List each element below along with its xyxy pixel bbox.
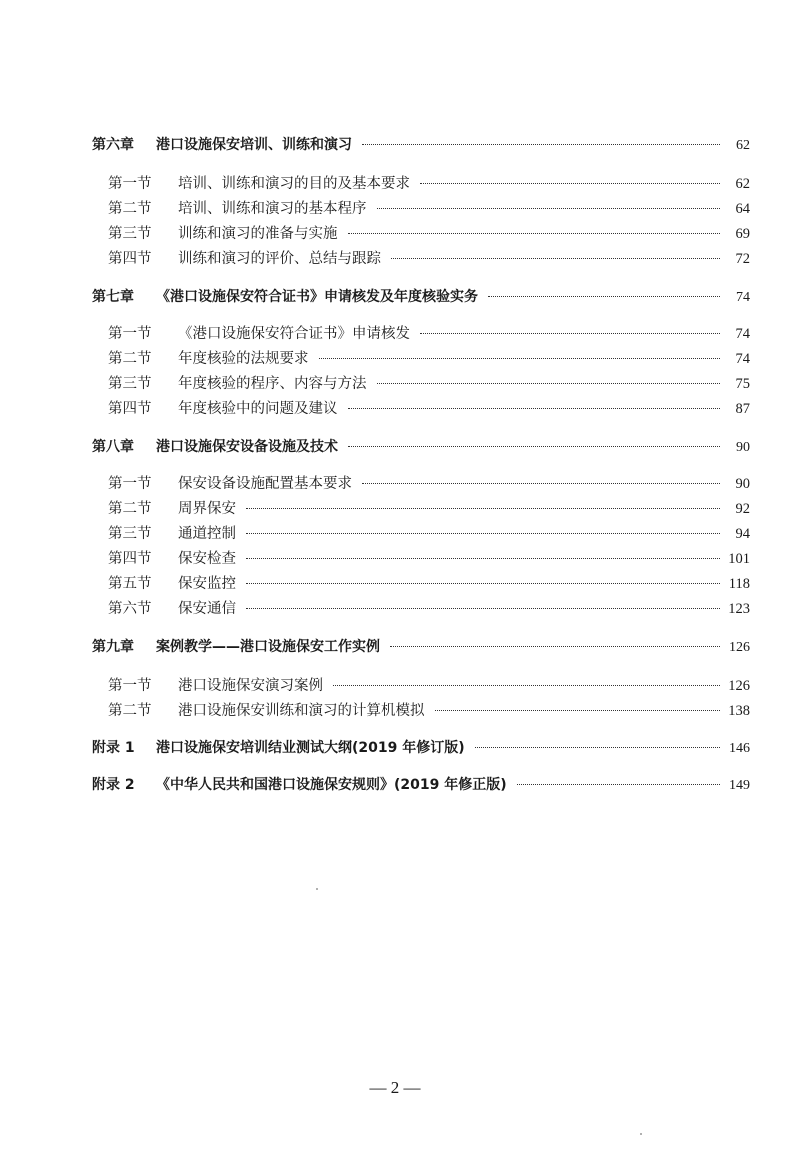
dot-leader bbox=[348, 408, 721, 409]
toc-section-row bbox=[108, 699, 750, 720]
dot-leader bbox=[420, 333, 720, 334]
toc-title: 培训、训练和演习的目的及基本要求 bbox=[178, 176, 410, 192]
toc-page-number: 146 bbox=[729, 741, 750, 756]
dot-leader bbox=[475, 747, 720, 748]
dot-leader bbox=[377, 208, 721, 209]
toc-section-row bbox=[108, 522, 750, 543]
toc-label: 第一节 bbox=[108, 678, 152, 694]
toc-title: 港口设施保安训练和演习的计算机模拟 bbox=[178, 703, 425, 719]
dot-leader bbox=[319, 358, 721, 359]
dot-leader bbox=[333, 685, 720, 686]
dot-leader bbox=[246, 533, 720, 534]
dot-leader bbox=[246, 558, 720, 559]
toc-title: 训练和演习的评价、总结与跟踪 bbox=[178, 251, 381, 267]
toc-label: 第二节 bbox=[108, 703, 152, 719]
toc-page-number: 74 bbox=[735, 326, 750, 342]
toc-section-row bbox=[108, 472, 750, 493]
toc-title: 保安检查 bbox=[178, 551, 236, 567]
toc-label: 第一节 bbox=[108, 476, 152, 492]
toc-title: 港口设施保安培训、训练和演习 bbox=[156, 137, 352, 153]
toc-section-row bbox=[108, 322, 750, 343]
toc-title: 培训、训练和演习的基本程序 bbox=[178, 201, 367, 217]
toc-page-number: 126 bbox=[728, 678, 750, 694]
toc-chapter-row bbox=[92, 134, 750, 154]
toc-section-row bbox=[108, 222, 750, 243]
toc-section-row bbox=[108, 172, 750, 193]
toc-label: 第四节 bbox=[108, 251, 152, 267]
toc-section-row bbox=[108, 547, 750, 568]
toc-section-row bbox=[108, 347, 750, 368]
scan-speck bbox=[640, 1133, 642, 1135]
toc-page-number: 126 bbox=[729, 640, 750, 655]
toc-title: 《港口设施保安符合证书》申请核发及年度核验实务 bbox=[156, 289, 478, 305]
toc-appendix-row bbox=[92, 774, 750, 794]
toc-section-row bbox=[108, 247, 750, 268]
dot-leader bbox=[435, 710, 721, 711]
toc-label: 第八章 bbox=[92, 439, 134, 455]
toc-page-number: 64 bbox=[735, 201, 750, 217]
toc-page-number: 118 bbox=[728, 576, 750, 592]
dot-leader bbox=[246, 508, 720, 509]
toc-page-number: 74 bbox=[736, 290, 750, 305]
dot-leader bbox=[362, 144, 720, 145]
dot-leader bbox=[246, 583, 720, 584]
toc-label: 第五节 bbox=[108, 576, 152, 592]
toc-label: 第六章 bbox=[92, 137, 134, 153]
toc-page-number: 74 bbox=[735, 351, 750, 367]
toc-page-number: 138 bbox=[728, 703, 750, 719]
dot-leader bbox=[391, 258, 720, 259]
toc-section-row bbox=[108, 397, 750, 418]
toc-page-number: 87 bbox=[735, 401, 750, 417]
dot-leader bbox=[348, 233, 721, 234]
toc-section-row bbox=[108, 372, 750, 393]
toc-label: 第二节 bbox=[108, 501, 152, 517]
dot-leader bbox=[348, 446, 720, 447]
toc-title: 案例教学——港口设施保安工作实例 bbox=[156, 639, 380, 655]
toc-page-number: 90 bbox=[736, 440, 750, 455]
toc-label: 第四节 bbox=[108, 551, 152, 567]
toc-section-row bbox=[108, 572, 750, 593]
toc-title: 保安通信 bbox=[178, 601, 236, 617]
toc-label: 第七章 bbox=[92, 289, 134, 305]
toc-page-number: 62 bbox=[736, 138, 750, 153]
toc-title: 年度核验的程序、内容与方法 bbox=[178, 376, 367, 392]
toc-chapter-row bbox=[92, 636, 750, 656]
toc-title: 港口设施保安演习案例 bbox=[178, 678, 323, 694]
toc-page-number: 62 bbox=[735, 176, 750, 192]
dot-leader bbox=[362, 483, 720, 484]
toc-title: 年度核验的法规要求 bbox=[178, 351, 309, 367]
toc-page-number: 75 bbox=[735, 376, 750, 392]
toc-page-number: 69 bbox=[735, 226, 750, 242]
toc-label: 第二节 bbox=[108, 201, 152, 217]
toc-title: 港口设施保安设备设施及技术 bbox=[156, 439, 338, 455]
toc-chapter-row bbox=[92, 436, 750, 456]
dot-leader bbox=[517, 784, 720, 785]
toc-label: 第三节 bbox=[108, 376, 152, 392]
dot-leader bbox=[246, 608, 720, 609]
toc-section-row bbox=[108, 597, 750, 618]
toc-section-row bbox=[108, 497, 750, 518]
toc-label: 第一节 bbox=[108, 326, 152, 342]
dot-leader bbox=[488, 296, 720, 297]
toc-page-number: 123 bbox=[728, 601, 750, 617]
toc-title: 保安设备设施配置基本要求 bbox=[178, 476, 352, 492]
dot-leader bbox=[420, 183, 720, 184]
toc-title: 训练和演习的准备与实施 bbox=[178, 226, 338, 242]
toc-label: 第三节 bbox=[108, 526, 152, 542]
page-number-footer: — 2 — bbox=[369, 1078, 421, 1097]
toc-page-number: 90 bbox=[735, 476, 750, 492]
toc-title: 通道控制 bbox=[178, 526, 236, 542]
toc-section-row bbox=[108, 197, 750, 218]
toc-label: 附录 2 bbox=[92, 777, 135, 793]
toc-page-number: 94 bbox=[735, 526, 750, 542]
toc-label: 第一节 bbox=[108, 176, 152, 192]
toc-title: 保安监控 bbox=[178, 576, 236, 592]
toc-title: 周界保安 bbox=[178, 501, 236, 517]
toc-label: 第三节 bbox=[108, 226, 152, 242]
toc-page-number: 92 bbox=[735, 501, 750, 517]
toc-label: 第二节 bbox=[108, 351, 152, 367]
toc-title: 年度核验中的问题及建议 bbox=[178, 401, 338, 417]
toc-title: 《中华人民共和国港口设施保安规则》(2019 年修正版) bbox=[156, 777, 507, 793]
toc-appendix-row bbox=[92, 737, 750, 757]
toc-page-number: 101 bbox=[728, 551, 750, 567]
toc-page-number: 72 bbox=[735, 251, 750, 267]
toc-label: 附录 1 bbox=[92, 740, 135, 756]
toc-label: 第四节 bbox=[108, 401, 152, 417]
toc-chapter-row bbox=[92, 286, 750, 306]
toc-section-row bbox=[108, 674, 750, 695]
toc-label: 第六节 bbox=[108, 601, 152, 617]
dot-leader bbox=[390, 646, 720, 647]
toc-title: 《港口设施保安符合证书》申请核发 bbox=[178, 326, 410, 342]
dot-leader bbox=[377, 383, 721, 384]
toc-page-number: 149 bbox=[729, 778, 750, 793]
toc-label: 第九章 bbox=[92, 639, 134, 655]
scan-speck bbox=[316, 888, 318, 890]
toc-title: 港口设施保安培训结业测试大纲(2019 年修订版) bbox=[156, 740, 465, 756]
